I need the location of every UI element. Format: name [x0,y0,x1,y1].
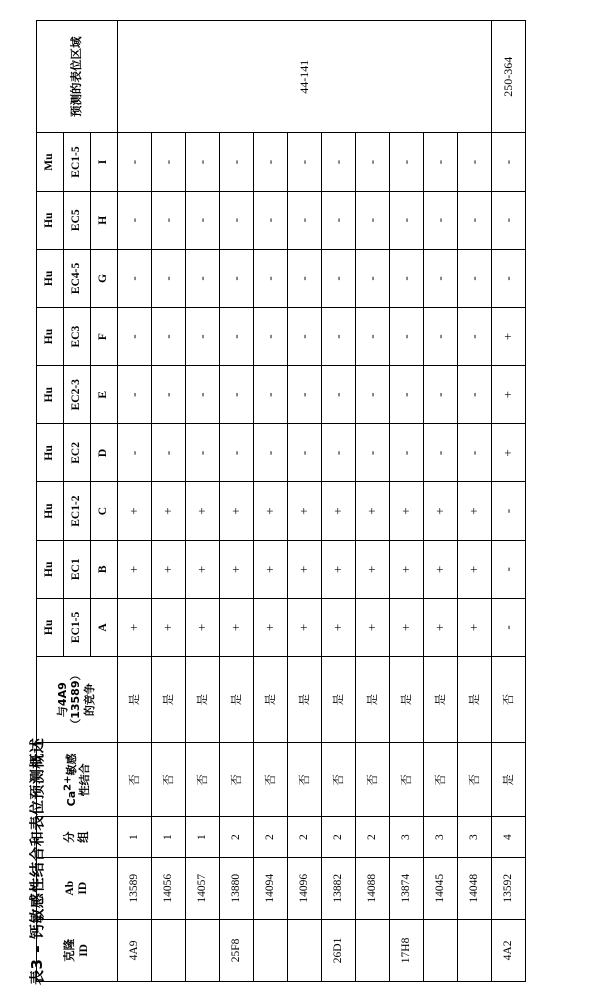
header-epitope-letter-6: G [91,249,118,307]
cell-epitope-4: - [288,366,322,424]
cell-clone-id [152,919,186,981]
cell-ca-binding: 否 [186,743,220,817]
cell-epitope-3: - [322,424,356,482]
cell-epitope-3: - [118,424,152,482]
cell-clone-id [356,919,390,981]
cell-ab-id: 14094 [254,857,288,919]
cell-epitope-5: - [254,307,288,365]
summary-table-container [36,20,576,982]
cell-epitope-5: - [322,307,356,365]
header-ca-binding: Ca2+敏感 性结合 [37,743,118,817]
header-epitope-letter-0: A [91,598,118,656]
cell-epitope-6: - [186,249,220,307]
cell-competition: 是 [458,657,492,743]
cell-epitope-0: + [458,598,492,656]
header-epitope-species-4: Hu [37,366,64,424]
cell-competition: 是 [186,657,220,743]
cell-epitope-5: - [118,307,152,365]
cell-competition: 是 [322,657,356,743]
cell-epitope-2: + [390,482,424,540]
table-row [492,21,526,982]
cell-epitope-3: - [458,424,492,482]
cell-epitope-6: - [390,249,424,307]
cell-epitope-5: - [152,307,186,365]
header-competition: 与4A9（13589） 的竞争 [37,657,118,743]
cell-group: 1 [186,817,220,857]
cell-epitope-5: - [356,307,390,365]
cell-clone-id [254,919,288,981]
cell-epitope-5: - [220,307,254,365]
cell-competition: 否 [492,657,526,743]
cell-epitope-2: + [220,482,254,540]
header-epitope-letter-1: B [91,540,118,598]
header-epitope-domain-2: EC1-2 [64,482,91,540]
cell-epitope-3: - [220,424,254,482]
cell-epitope-7: - [186,191,220,249]
cell-epitope-2: + [186,482,220,540]
cell-epitope-6: - [220,249,254,307]
cell-epitope-1: + [254,540,288,598]
cell-group: 3 [458,817,492,857]
cell-ca-binding: 否 [288,743,322,817]
cell-ca-binding: 否 [152,743,186,817]
cell-ca-binding: 是 [492,743,526,817]
cell-epitope-1: + [458,540,492,598]
header-clone-id: 克隆 ID [37,919,118,981]
cell-epitope-8: - [254,133,288,191]
cell-epitope-3: - [424,424,458,482]
cell-clone-id [186,919,220,981]
cell-competition: 是 [424,657,458,743]
cell-epitope-7: - [254,191,288,249]
cell-epitope-1: + [152,540,186,598]
cell-epitope-2: + [152,482,186,540]
header-epitope-domain-0: EC1-5 [64,598,91,656]
header-epitope-domain-5: EC3 [64,307,91,365]
cell-epitope-2: + [254,482,288,540]
header-group: 分 组 [37,817,118,857]
cell-group: 3 [424,817,458,857]
cell-group: 2 [220,817,254,857]
header-predicted-region: 预测的表位区域 [37,21,118,133]
header-epitope-species-1: Hu [37,540,64,598]
cell-epitope-8: - [390,133,424,191]
cell-epitope-0: + [152,598,186,656]
cell-epitope-1: + [186,540,220,598]
cell-epitope-5: - [390,307,424,365]
cell-epitope-5: - [424,307,458,365]
cell-epitope-5: + [492,307,526,365]
cell-epitope-3: - [356,424,390,482]
cell-epitope-7: - [356,191,390,249]
cell-epitope-1: + [118,540,152,598]
page-title-text: 表3 – 钙敏感性结合和表位预测概述 [28,737,46,985]
header-epitope-species-6: Hu [37,249,64,307]
cell-ab-id: 13874 [390,857,424,919]
table-row [288,21,322,982]
cell-epitope-2: + [288,482,322,540]
cell-epitope-2: + [322,482,356,540]
cell-epitope-6: - [322,249,356,307]
header-epitope-letter-2: C [91,482,118,540]
header-epitope-domain-3: EC2 [64,424,91,482]
cell-epitope-0: + [356,598,390,656]
cell-epitope-4: - [458,366,492,424]
table-row [118,21,152,982]
cell-competition: 是 [118,657,152,743]
cell-epitope-0: + [288,598,322,656]
cell-epitope-6: - [458,249,492,307]
cell-ca-binding: 否 [458,743,492,817]
header-epitope-letter-4: E [91,366,118,424]
header-epitope-species-3: Hu [37,424,64,482]
header-epitope-domain-1: EC1 [64,540,91,598]
cell-epitope-5: - [288,307,322,365]
cell-group: 1 [118,817,152,857]
table-row [322,21,356,982]
cell-epitope-8: - [458,133,492,191]
cell-epitope-7: - [458,191,492,249]
table-row [424,21,458,982]
cell-epitope-4: - [118,366,152,424]
cell-competition: 是 [356,657,390,743]
cell-epitope-7: - [288,191,322,249]
cell-group: 2 [322,817,356,857]
cell-epitope-6: - [254,249,288,307]
cell-epitope-6: - [424,249,458,307]
cell-epitope-4: - [356,366,390,424]
cell-epitope-7: - [492,191,526,249]
cell-epitope-2: + [356,482,390,540]
table-row [356,21,390,982]
cell-ca-binding: 否 [322,743,356,817]
cell-epitope-6: - [492,249,526,307]
cell-epitope-1: + [288,540,322,598]
header-epitope-letter-5: F [91,307,118,365]
cell-epitope-0: + [220,598,254,656]
header-epitope-domain-4: EC2-3 [64,366,91,424]
cell-ab-id: 14057 [186,857,220,919]
cell-clone-id: 26D1 [322,919,356,981]
cell-ab-id: 14056 [152,857,186,919]
header-epitope-domain-7: EC5 [64,191,91,249]
header-epitope-letter-7: H [91,191,118,249]
cell-ab-id: 14048 [458,857,492,919]
cell-epitope-4: - [424,366,458,424]
cell-epitope-4: - [254,366,288,424]
cell-epitope-8: - [220,133,254,191]
cell-epitope-3: - [254,424,288,482]
header-epitope-letter-3: D [91,424,118,482]
cell-epitope-1: + [356,540,390,598]
cell-competition: 是 [254,657,288,743]
cell-epitope-6: - [356,249,390,307]
cell-group: 2 [356,817,390,857]
table-row [186,21,220,982]
cell-epitope-2: + [118,482,152,540]
cell-epitope-4: - [322,366,356,424]
cell-group: 1 [152,817,186,857]
cell-ca-binding: 否 [424,743,458,817]
cell-epitope-2: + [458,482,492,540]
cell-clone-id: 4A9 [118,919,152,981]
cell-ab-id: 13592 [492,857,526,919]
cell-epitope-8: - [118,133,152,191]
cell-clone-id: 25F8 [220,919,254,981]
cell-epitope-3: - [186,424,220,482]
cell-epitope-4: - [152,366,186,424]
cell-ab-id: 14096 [288,857,322,919]
cell-epitope-7: - [424,191,458,249]
cell-predicted-region: 44-141 [118,21,492,133]
cell-epitope-6: - [118,249,152,307]
header-epitope-species-7: Hu [37,191,64,249]
cell-epitope-1: + [220,540,254,598]
cell-epitope-0: + [390,598,424,656]
cell-epitope-0: + [424,598,458,656]
cell-ca-binding: 否 [390,743,424,817]
cell-epitope-0: - [492,598,526,656]
cell-epitope-7: - [220,191,254,249]
cell-epitope-0: + [254,598,288,656]
cell-group: 2 [288,817,322,857]
cell-competition: 是 [220,657,254,743]
cell-ca-binding: 否 [220,743,254,817]
cell-epitope-4: - [390,366,424,424]
cell-ca-binding: 否 [254,743,288,817]
cell-epitope-1: + [390,540,424,598]
cell-competition: 是 [152,657,186,743]
header-epitope-species-5: Hu [37,307,64,365]
cell-epitope-0: + [186,598,220,656]
cell-predicted-region: 250-364 [492,21,526,133]
cell-epitope-1: - [492,540,526,598]
cell-epitope-0: + [118,598,152,656]
table-row [390,21,424,982]
cell-clone-id: 4A2 [492,919,526,981]
cell-epitope-7: - [118,191,152,249]
cell-clone-id [424,919,458,981]
cell-clone-id [458,919,492,981]
cell-epitope-3: - [152,424,186,482]
cell-epitope-7: - [322,191,356,249]
cell-epitope-2: + [424,482,458,540]
cell-epitope-8: - [288,133,322,191]
cell-epitope-4: + [492,366,526,424]
table-row [254,21,288,982]
epitope-summary-table [36,20,526,982]
cell-epitope-8: - [492,133,526,191]
cell-group: 2 [254,817,288,857]
cell-group: 4 [492,817,526,857]
cell-epitope-8: - [322,133,356,191]
cell-epitope-8: - [356,133,390,191]
cell-clone-id [288,919,322,981]
cell-ab-id: 13589 [118,857,152,919]
cell-epitope-8: - [424,133,458,191]
cell-epitope-3: - [288,424,322,482]
cell-epitope-4: - [186,366,220,424]
cell-epitope-2: - [492,482,526,540]
header-epitope-domain-6: EC4-5 [64,249,91,307]
table-row [152,21,186,982]
cell-epitope-6: - [288,249,322,307]
header-epitope-domain-8: EC1-5 [64,133,91,191]
cell-group: 3 [390,817,424,857]
cell-epitope-3: + [492,424,526,482]
cell-epitope-7: - [152,191,186,249]
cell-competition: 是 [288,657,322,743]
cell-ab-id: 14088 [356,857,390,919]
cell-epitope-0: + [322,598,356,656]
cell-epitope-3: - [390,424,424,482]
cell-epitope-8: - [186,133,220,191]
cell-epitope-4: - [220,366,254,424]
cell-epitope-1: + [424,540,458,598]
header-epitope-species-8: Mu [37,133,64,191]
cell-ca-binding: 否 [356,743,390,817]
cell-ab-id: 13882 [322,857,356,919]
cell-epitope-5: - [458,307,492,365]
cell-epitope-8: - [152,133,186,191]
cell-ca-binding: 否 [118,743,152,817]
cell-epitope-6: - [152,249,186,307]
cell-epitope-5: - [186,307,220,365]
header-epitope-species-2: Hu [37,482,64,540]
cell-competition: 是 [390,657,424,743]
header-epitope-letter-8: I [91,133,118,191]
cell-epitope-1: + [322,540,356,598]
cell-ab-id: 14045 [424,857,458,919]
cell-epitope-7: - [390,191,424,249]
header-ab-id: Ab ID [37,857,118,919]
cell-clone-id: 17H8 [390,919,424,981]
cell-ab-id: 13880 [220,857,254,919]
table-row [220,21,254,982]
header-epitope-species-0: Hu [37,598,64,656]
table-row [458,21,492,982]
